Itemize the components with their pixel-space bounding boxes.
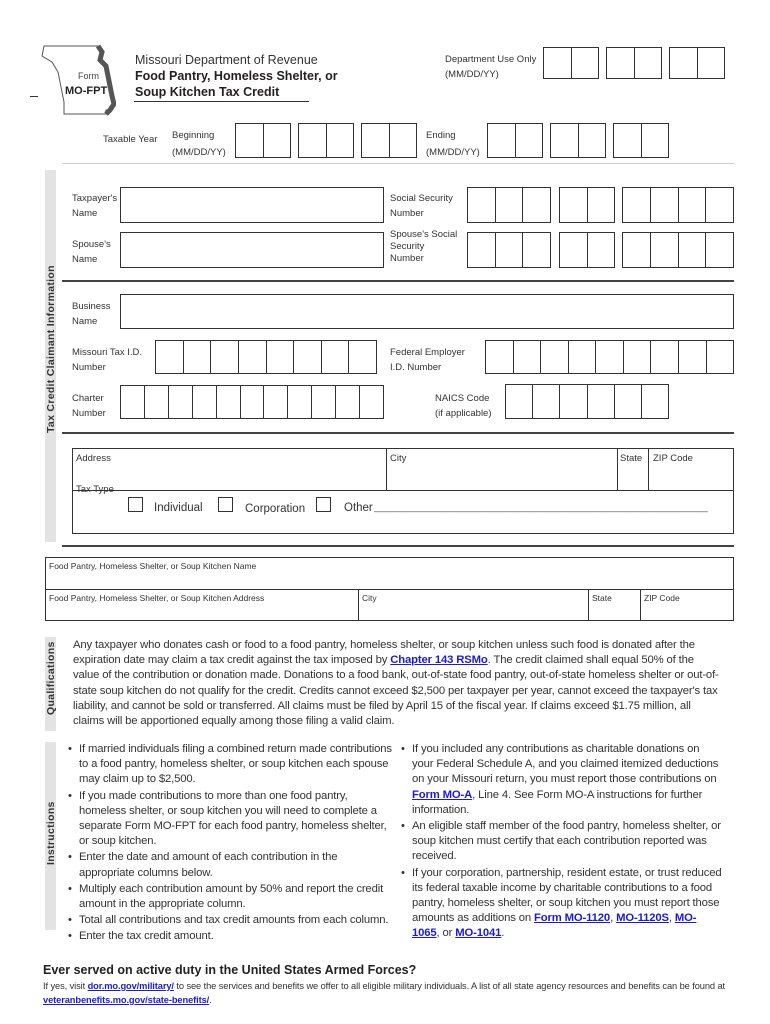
col-divider <box>588 589 589 621</box>
instructions-right-list <box>401 742 723 943</box>
digit-cell[interactable] <box>551 124 579 157</box>
address-field[interactable]: Address <box>76 453 111 464</box>
fein-field[interactable] <box>485 340 734 374</box>
instruction-item: • Enter the tax credit amount. <box>68 929 394 944</box>
pantry-address-field[interactable]: Food Pantry, Homeless Shelter, or Soup Kitchen Address <box>49 593 265 603</box>
dept-use-month[interactable] <box>543 47 599 79</box>
digit-cell[interactable] <box>267 341 295 373</box>
fein-label: Federal Employer <box>390 347 465 358</box>
charter-label: Charter <box>72 393 104 404</box>
digit-cell[interactable] <box>707 341 734 373</box>
beginning-format: (MM/DD/YY) <box>172 147 226 158</box>
qualifications-title: Qualifications <box>45 641 57 715</box>
digit-cell[interactable] <box>635 48 662 78</box>
digit-cell[interactable] <box>642 124 669 157</box>
digit-cell[interactable] <box>624 341 652 373</box>
tax-type-label: Tax Type <box>76 484 114 495</box>
text: , Line 4. See Form MO-A instructions for further information. <box>412 788 703 816</box>
military-text <box>43 979 733 1007</box>
naics-label: NAICS Code <box>435 393 490 404</box>
charter-label-2: Number <box>72 408 106 419</box>
claimant-section-title: Tax Credit Claimant Information <box>45 265 57 433</box>
digit-cell[interactable] <box>496 188 524 222</box>
digit-cell[interactable] <box>588 188 615 222</box>
form-title-line1: Food Pantry, Homeless Shelter, or <box>135 69 338 83</box>
instructions-left-list <box>68 742 394 946</box>
form-id: MO-FPT <box>65 85 108 97</box>
city-field[interactable]: City <box>390 453 407 464</box>
instruction-item <box>401 742 723 818</box>
digit-cell[interactable] <box>514 341 542 373</box>
text: to see the services and benefits we offer to all eligible military individuals. A list of all state agency resources and benefits can be found at <box>173 981 726 991</box>
digit-cell[interactable] <box>679 233 707 267</box>
text: If you included any contributions as charitable donations on your Federal Schedule A, and you claimed itemized deductions on your Missouri return, you must report those contributions on <box>412 743 719 786</box>
mo-1120s-link[interactable]: MO-1120S <box>616 912 669 925</box>
business-name-label-2: Name <box>72 316 98 327</box>
instruction-item: • If you made contributions to more than one food pantry, homeless shelter, or soup kitchen you will need to complete a separate Form MO-FPT for each food pantry, homeless shelter, or soup kitchen. <box>68 789 394 850</box>
missouri-map-icon <box>36 42 116 118</box>
qualifications-text-part: Any taxpayer who donates cash or food to a food pantry, homeless shelter, or soup kitchen unless such food is donated after the expiration date may claim a tax credit against the tax imposed by <box>73 639 695 667</box>
spouse-ssn-part1[interactable] <box>467 232 551 268</box>
digit-cell[interactable] <box>679 341 707 373</box>
col-divider <box>617 448 618 490</box>
digit-cell[interactable] <box>615 385 642 418</box>
naics-label-2: (if applicable) <box>435 408 492 419</box>
other-input[interactable]: ____________________________________________________________ <box>374 502 708 513</box>
digit-cell[interactable] <box>523 188 550 222</box>
digit-cell[interactable] <box>651 188 679 222</box>
address-row-divider <box>72 490 734 491</box>
form-title-line2: Soup Kitchen Tax Credit <box>135 85 280 99</box>
digit-cell[interactable] <box>241 386 265 418</box>
col-divider <box>358 589 359 621</box>
ssn-part2[interactable] <box>559 187 615 223</box>
header-divider <box>62 163 734 164</box>
digit-cell[interactable] <box>572 48 599 78</box>
col-divider <box>386 448 387 490</box>
corporation-checkbox[interactable] <box>218 497 233 512</box>
digit-cell[interactable] <box>651 341 679 373</box>
digit-cell[interactable] <box>145 386 169 418</box>
digit-cell[interactable] <box>533 385 560 418</box>
form-mo-a-link[interactable]: Form MO-A <box>412 788 473 801</box>
digit-cell[interactable] <box>488 124 516 157</box>
ending-month[interactable] <box>487 123 543 158</box>
ssn-part1[interactable] <box>467 187 551 223</box>
mo-tax-id-field[interactable] <box>155 340 377 374</box>
dept-use-year[interactable] <box>669 47 725 79</box>
form-mo-1120-link[interactable]: Form MO-1120 <box>534 912 611 925</box>
fein-label-2: I.D. Number <box>390 362 442 373</box>
mo-1041-link[interactable]: MO-1041 <box>455 927 502 940</box>
taxpayer-name-label-2: Name <box>72 208 98 219</box>
digit-cell[interactable] <box>390 124 417 157</box>
col-divider <box>640 589 641 621</box>
title-underline <box>134 101 309 102</box>
digit-cell[interactable] <box>156 341 184 373</box>
military-link[interactable]: dor.mo.gov/military/ <box>87 981 174 991</box>
digit-cell[interactable] <box>349 341 376 373</box>
veteran-benefits-link[interactable]: veteranbenefits.mo.gov/state-benefits/ <box>43 995 210 1005</box>
text: , <box>668 912 675 925</box>
beginning-day[interactable] <box>298 123 354 158</box>
digit-cell[interactable] <box>588 233 615 267</box>
taxpayer-name-label: Taxpayer's <box>72 193 118 204</box>
digit-cell[interactable] <box>299 124 327 157</box>
digit-cell[interactable] <box>121 386 145 418</box>
digit-cell[interactable] <box>679 188 707 222</box>
ending-year[interactable] <box>613 123 669 158</box>
digit-cell[interactable] <box>468 233 496 267</box>
charter-number-field[interactable] <box>120 385 384 419</box>
digit-cell[interactable] <box>360 386 383 418</box>
col-divider <box>648 448 649 490</box>
section-rule <box>62 280 734 282</box>
text: . <box>209 995 212 1005</box>
instruction-item: • Total all contributions and tax credit amounts from each column. <box>68 913 394 928</box>
form-label: Form <box>78 71 99 81</box>
corporation-label: Corporation <box>245 503 306 515</box>
military-heading: Ever served on active duty in the United States Armed Forces? <box>43 963 417 977</box>
beginning-year[interactable] <box>361 123 417 158</box>
mo-tax-id-label-2: Number <box>72 362 106 373</box>
other-checkbox[interactable] <box>316 497 331 512</box>
pantry-zip-field[interactable]: ZIP Code <box>644 593 680 603</box>
ssn-label: Social Security <box>390 193 453 204</box>
digit-cell[interactable] <box>468 188 496 222</box>
spouse-name-field[interactable] <box>120 232 384 268</box>
other-label: Other <box>344 502 373 514</box>
digit-cell[interactable] <box>579 124 606 157</box>
naics-code-field[interactable] <box>505 384 669 419</box>
beginning-month[interactable] <box>235 123 291 158</box>
instruction-item: • Enter the date and amount of each contribution in the appropriate columns below. <box>68 850 394 880</box>
digit-cell[interactable] <box>264 124 291 157</box>
spouse-ssn-part2[interactable] <box>559 232 615 268</box>
state-field[interactable]: State <box>620 453 643 464</box>
taxable-year-label: Taxable Year <box>103 134 158 145</box>
spouse-ssn-label-3: Number <box>390 253 424 264</box>
digit-cell[interactable] <box>607 48 635 78</box>
digit-cell[interactable] <box>336 386 360 418</box>
digit-cell[interactable] <box>541 341 569 373</box>
spouse-ssn-label-2: Security <box>390 241 425 252</box>
digit-cell[interactable] <box>217 386 241 418</box>
digit-cell[interactable] <box>322 341 350 373</box>
digit-cell[interactable] <box>236 124 264 157</box>
mo-tax-id-label: Missouri Tax I.D. <box>72 347 143 358</box>
digit-cell[interactable] <box>211 341 239 373</box>
qualifications-text <box>73 638 721 729</box>
digit-cell[interactable] <box>706 233 733 267</box>
agency-name: Missouri Department of Revenue <box>135 53 318 67</box>
instructions-title: Instructions <box>45 801 57 865</box>
spouse-ssn-part3[interactable] <box>622 232 734 268</box>
zip-field[interactable]: ZIP Code <box>653 453 693 464</box>
ending-label: Ending <box>426 130 456 141</box>
business-name-label: Business <box>72 301 111 312</box>
digit-cell[interactable] <box>560 233 588 267</box>
spouse-ssn-label: Spouse's Social <box>390 229 458 240</box>
taxpayer-name-field[interactable] <box>120 187 384 223</box>
digit-cell[interactable] <box>614 124 642 157</box>
spouse-name-label-2: Name <box>72 254 98 265</box>
beginning-label: Beginning <box>172 130 215 141</box>
text: If your corporation, partnership, resident estate, or trust reduced its federal taxable income by charitable contributions to a food pantry, homeless shelter, or soup kitchen you must report those amounts as additions on <box>412 866 722 925</box>
instruction-item <box>401 866 723 942</box>
text: If yes, visit <box>43 981 88 991</box>
tick-mark <box>30 96 38 97</box>
digit-cell[interactable] <box>623 188 651 222</box>
spouse-name-label: Spouse's <box>72 239 111 250</box>
digit-cell[interactable] <box>184 341 212 373</box>
digit-cell[interactable] <box>327 124 354 157</box>
digit-cell[interactable] <box>288 386 312 418</box>
digit-cell[interactable] <box>264 386 288 418</box>
digit-cell[interactable] <box>506 385 533 418</box>
digit-cell[interactable] <box>588 385 615 418</box>
digit-cell[interactable] <box>698 48 725 78</box>
digit-cell[interactable] <box>670 48 698 78</box>
chapter-143-link[interactable]: Chapter 143 RSMo <box>390 654 488 667</box>
digit-cell[interactable] <box>523 233 550 267</box>
text: , <box>610 912 617 925</box>
pantry-city-field[interactable]: City <box>362 593 377 603</box>
section-rule-3 <box>62 545 734 547</box>
text: . <box>501 927 505 940</box>
digit-cell[interactable] <box>294 341 322 373</box>
digit-cell[interactable] <box>239 341 267 373</box>
ssn-label-2: Number <box>390 208 424 219</box>
digit-cell[interactable] <box>362 124 390 157</box>
digit-cell[interactable] <box>312 386 336 418</box>
individual-label: Individual <box>154 502 203 514</box>
qualifications-text-part: . The credit claimed shall equal 50% of the value of the contribution or donation made. Donations to a food bank, out-of-state food pantry, out-of-state homeless shelter or out-of-state soup kitchen do not qualify for the credit. Credits cannot exceed $2,500 per taxpayer per year, cannot exceed the taxpayer's tax liability, and cannot be sold or transferred. All claims must be filed by April 15 of the fiscal year. If claims exceed $1.75 million, all claims will be apportioned equally among those filing a valid claim. <box>73 654 719 728</box>
individual-checkbox[interactable] <box>128 497 143 512</box>
digit-cell[interactable] <box>642 385 668 418</box>
instruction-item: • An eligible staff member of the food pantry, homeless shelter, or soup kitchen must certify that each contribution reported was received. <box>401 819 723 865</box>
digit-cell[interactable] <box>596 341 624 373</box>
digit-cell[interactable] <box>193 386 217 418</box>
digit-cell[interactable] <box>544 48 572 78</box>
pantry-name-field[interactable]: Food Pantry, Homeless Shelter, or Soup Kitchen Name <box>49 561 257 571</box>
instruction-item: • If married individuals filing a combined return made contributions to a food pantry, homeless shelter, or soup kitchen each spouse may claim up to $2,500. <box>68 742 394 788</box>
dept-use-day[interactable] <box>606 47 662 79</box>
business-name-field[interactable] <box>120 294 734 329</box>
digit-cell[interactable] <box>569 341 597 373</box>
pantry-state-field[interactable]: State <box>592 593 612 603</box>
digit-cell[interactable] <box>486 341 514 373</box>
instruction-item: • Multiply each contribution amount by 50% and report the credit amount in the appropriate column. <box>68 882 394 912</box>
dept-use-label: Department Use Only <box>445 54 537 65</box>
ending-format: (MM/DD/YY) <box>426 147 480 158</box>
pantry-row-divider <box>45 589 734 590</box>
digit-cell[interactable] <box>516 124 543 157</box>
digit-cell[interactable] <box>560 188 588 222</box>
digit-cell[interactable] <box>560 385 587 418</box>
digit-cell[interactable] <box>651 233 679 267</box>
ending-day[interactable] <box>550 123 606 158</box>
ssn-part3[interactable] <box>622 187 734 223</box>
section-rule-2 <box>62 432 734 434</box>
digit-cell[interactable] <box>496 233 524 267</box>
mo-1065-link[interactable]: MO-1065 <box>412 912 697 940</box>
text: , or <box>436 927 456 940</box>
digit-cell[interactable] <box>169 386 193 418</box>
dept-use-format: (MM/DD/YY) <box>445 69 499 80</box>
digit-cell[interactable] <box>623 233 651 267</box>
digit-cell[interactable] <box>706 188 733 222</box>
